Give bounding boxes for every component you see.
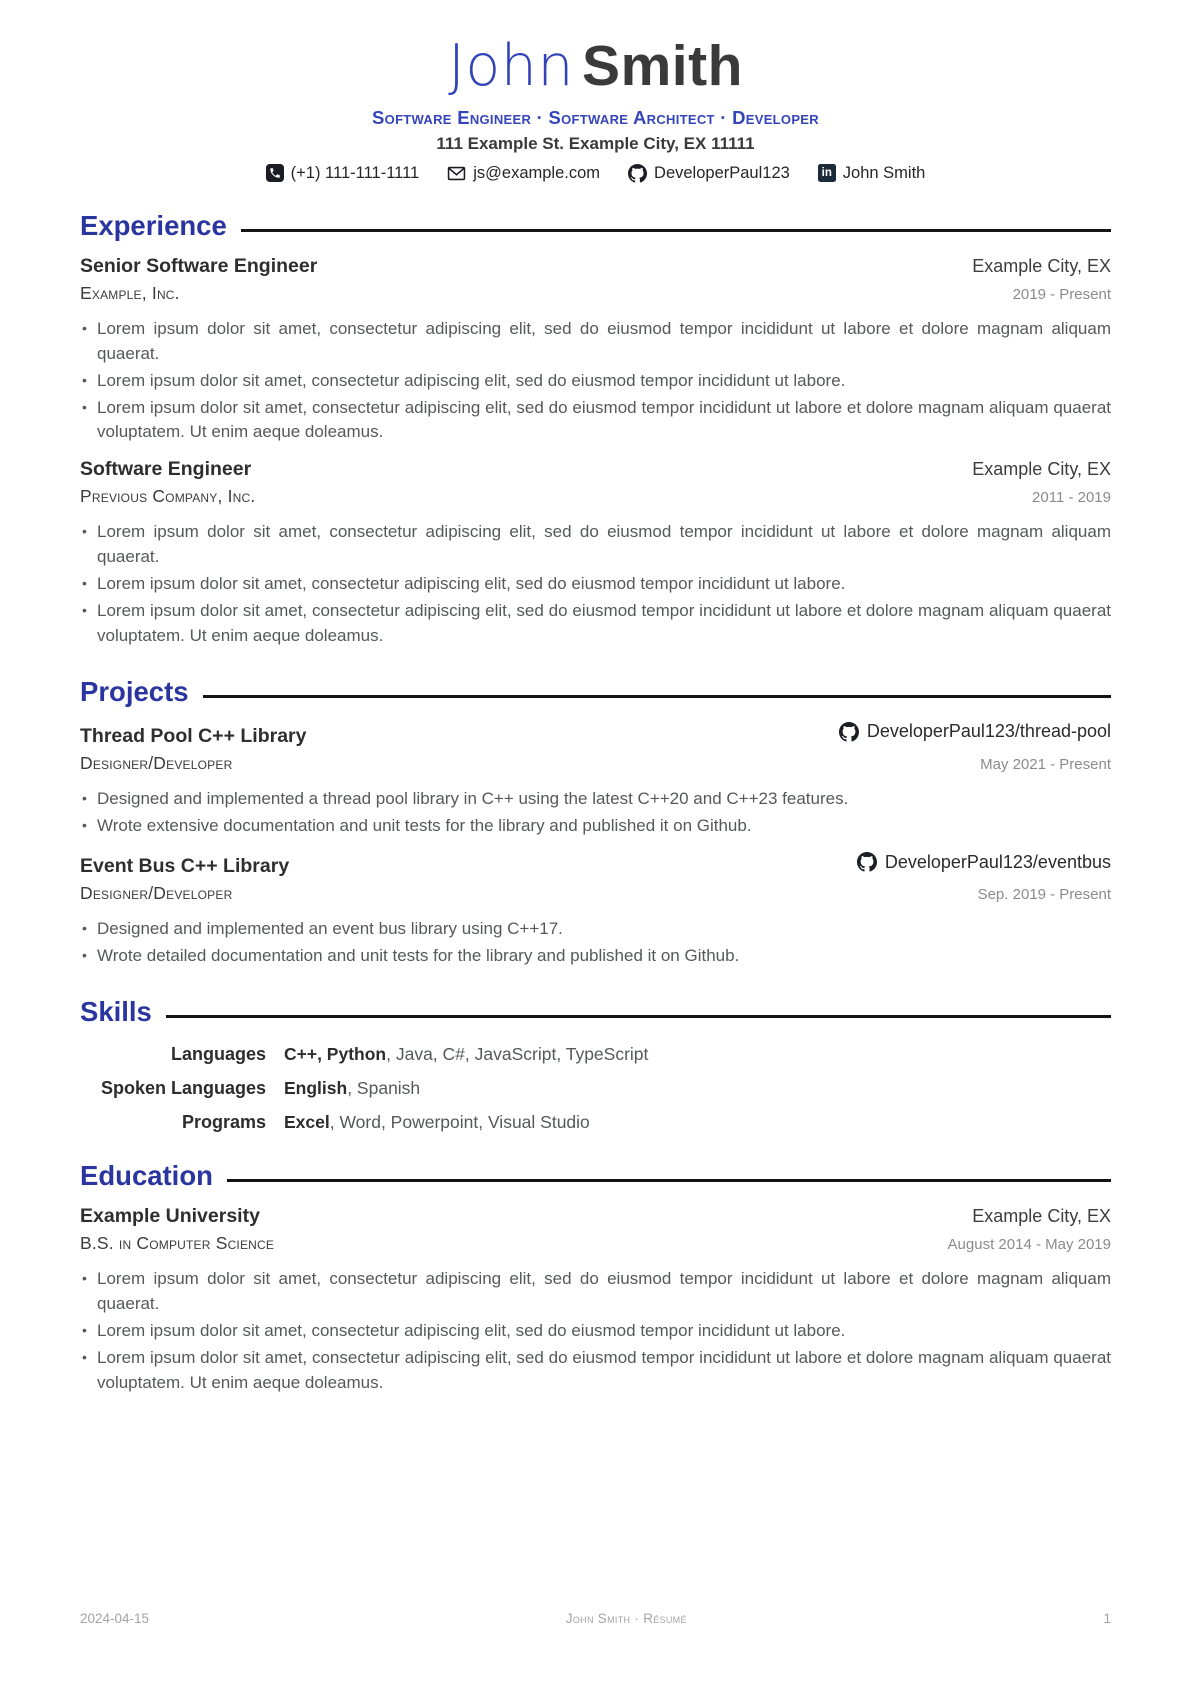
github-icon	[628, 164, 647, 183]
skill-label: Programs	[181, 1112, 266, 1133]
education-entry	[80, 1205, 1111, 1396]
bullet-item: • Wrote extensive documentation and unit tests for the library and published it on Github.	[80, 814, 1111, 839]
job-company: Example, Inc.	[80, 282, 180, 303]
bullet-item: • Lorem ipsum dolor sit amet, consectetur adipiscing elit, sed do eiusmod tempor incididunt ut labore et dolore magnam aliquam quaerat.	[80, 1267, 1111, 1317]
tagline: Software Engineer · Software Architect · Developer	[372, 106, 819, 128]
project-bullet-list	[80, 787, 1111, 839]
job-location: Example City, EX	[972, 459, 1111, 480]
bullet-item: • Lorem ipsum dolor sit amet, consectetur adipiscing elit, sed do eiusmod tempor incididunt ut labore et dolore magnam aliquam quaerat.	[80, 520, 1111, 570]
github-icon	[857, 852, 877, 872]
job-dates: 2011 - 2019	[1032, 489, 1111, 507]
project-repo-link[interactable]	[839, 721, 1111, 742]
section-heading-education	[80, 1160, 1111, 1192]
project-name: Event Bus C++ Library	[80, 855, 290, 878]
skill-value: English, Spanish	[284, 1078, 421, 1099]
section-rule	[227, 1179, 1111, 1182]
school-name: Example University	[80, 1205, 260, 1228]
job-bullet-list	[80, 317, 1111, 446]
skill-label: Spoken Languages	[100, 1078, 266, 1099]
email-icon	[447, 164, 466, 183]
school-dates: August 2014 - May 2019	[947, 1236, 1111, 1254]
skill-label: Languages	[170, 1044, 266, 1065]
github-username: DeveloperPaul123	[654, 163, 790, 182]
project-role: Designer/Developer	[80, 752, 233, 773]
bullet-item: • Lorem ipsum dolor sit amet, consectetur adipiscing elit, sed do eiusmod tempor incididunt ut labore et dolore magnam aliquam quaerat voluptatem. Ut enim aeque doleamus.	[80, 599, 1111, 649]
repo-path: DeveloperPaul123/thread-pool	[866, 721, 1111, 742]
degree: B.S. in Computer Science	[80, 1233, 275, 1254]
email-address: js@example.com	[473, 163, 601, 182]
bullet-item: • Lorem ipsum dolor sit amet, consectetur adipiscing elit, sed do eiusmod tempor incididunt ut labore.	[80, 1319, 1111, 1344]
section-title: Education	[80, 1160, 213, 1192]
phone-number: (+1) 111-111-1111	[290, 163, 420, 182]
project-repo-link[interactable]	[857, 852, 1111, 873]
project-entry	[80, 721, 1111, 838]
footer-title: John Smith · Résumé	[565, 1611, 687, 1626]
skills-table	[80, 1044, 1111, 1133]
bullet-item: • Lorem ipsum dolor sit amet, consectetur adipiscing elit, sed do eiusmod tempor incididunt ut labore et dolore magnam aliquam quaerat.	[80, 317, 1111, 367]
resume-header	[80, 33, 1111, 183]
bullet-item: • Lorem ipsum dolor sit amet, consectetur adipiscing elit, sed do eiusmod tempor incididunt ut labore et dolore magnam aliquam quaerat voluptatem. Ut enim aeque doleamus.	[80, 1346, 1111, 1396]
address: 111 Example St. Example City, EX 11111	[436, 133, 755, 153]
skill-value: Excel, Word, Powerpoint, Visual Studio	[284, 1112, 590, 1133]
contact-row	[80, 164, 1111, 183]
phone-link[interactable]	[266, 164, 420, 183]
linkedin-icon: in	[818, 164, 836, 182]
section-rule	[166, 1015, 1111, 1018]
education-bullet-list	[80, 1267, 1111, 1396]
bullet-item: • Lorem ipsum dolor sit amet, consectetur adipiscing elit, sed do eiusmod tempor incididunt ut labore.	[80, 369, 1111, 394]
bullet-item: • Designed and implemented an event bus library using C++17.	[80, 917, 1111, 942]
linkedin-name: John Smith	[842, 163, 926, 182]
section-rule	[241, 229, 1111, 232]
bullet-item: • Lorem ipsum dolor sit amet, consectetur adipiscing elit, sed do eiusmod tempor incididunt ut labore et dolore magnam aliquam quaerat voluptatem. Ut enim aeque doleamus.	[80, 396, 1111, 446]
bullet-item: • Lorem ipsum dolor sit amet, consectetur adipiscing elit, sed do eiusmod tempor incididunt ut labore.	[80, 572, 1111, 597]
project-role: Designer/Developer	[80, 883, 233, 904]
phone-icon	[266, 164, 284, 182]
section-rule	[203, 695, 1111, 698]
project-dates: May 2021 - Present	[980, 755, 1111, 773]
project-dates: Sep. 2019 - Present	[977, 886, 1111, 904]
job-bullet-list	[80, 520, 1111, 649]
job-dates: 2019 - Present	[1012, 285, 1111, 303]
school-location: Example City, EX	[972, 1206, 1111, 1227]
job-title: Software Engineer	[80, 458, 252, 481]
bullet-item: • Designed and implemented a thread pool library in C++ using the latest C++20 and C++23 features.	[80, 787, 1111, 812]
github-link[interactable]	[628, 164, 790, 183]
job-title: Senior Software Engineer	[80, 254, 318, 277]
section-title: Experience	[80, 209, 227, 241]
footer-date: 2024-04-15	[80, 1611, 150, 1626]
footer-page-number: 1	[1103, 1611, 1111, 1626]
section-title: Skills	[80, 996, 152, 1028]
job-location: Example City, EX	[972, 255, 1111, 276]
section-projects	[80, 676, 1111, 969]
project-entry	[80, 852, 1111, 969]
github-icon	[839, 722, 859, 742]
section-experience	[80, 210, 1111, 650]
last-name: Smith	[582, 34, 743, 98]
section-skills	[80, 996, 1111, 1133]
section-education	[80, 1160, 1111, 1396]
page-footer	[80, 1611, 1111, 1626]
project-bullet-list	[80, 917, 1111, 969]
page-title	[80, 33, 1111, 99]
experience-entry	[80, 458, 1111, 649]
linkedin-link[interactable]	[818, 164, 926, 183]
email-link[interactable]	[447, 164, 600, 183]
experience-entry	[80, 255, 1111, 446]
section-heading-experience	[80, 210, 1111, 242]
bullet-item: • Wrote detailed documentation and unit tests for the library and published it on Github.	[80, 944, 1111, 969]
first-name: John	[448, 33, 575, 99]
section-title: Projects	[80, 676, 189, 708]
job-company: Previous Company, Inc.	[80, 486, 256, 507]
repo-path: DeveloperPaul123/eventbus	[884, 851, 1111, 872]
section-heading-projects	[80, 676, 1111, 708]
skill-value: C++, Python, Java, C#, JavaScript, TypeScript	[284, 1044, 649, 1065]
section-heading-skills	[80, 996, 1111, 1028]
project-name: Thread Pool C++ Library	[80, 724, 307, 747]
